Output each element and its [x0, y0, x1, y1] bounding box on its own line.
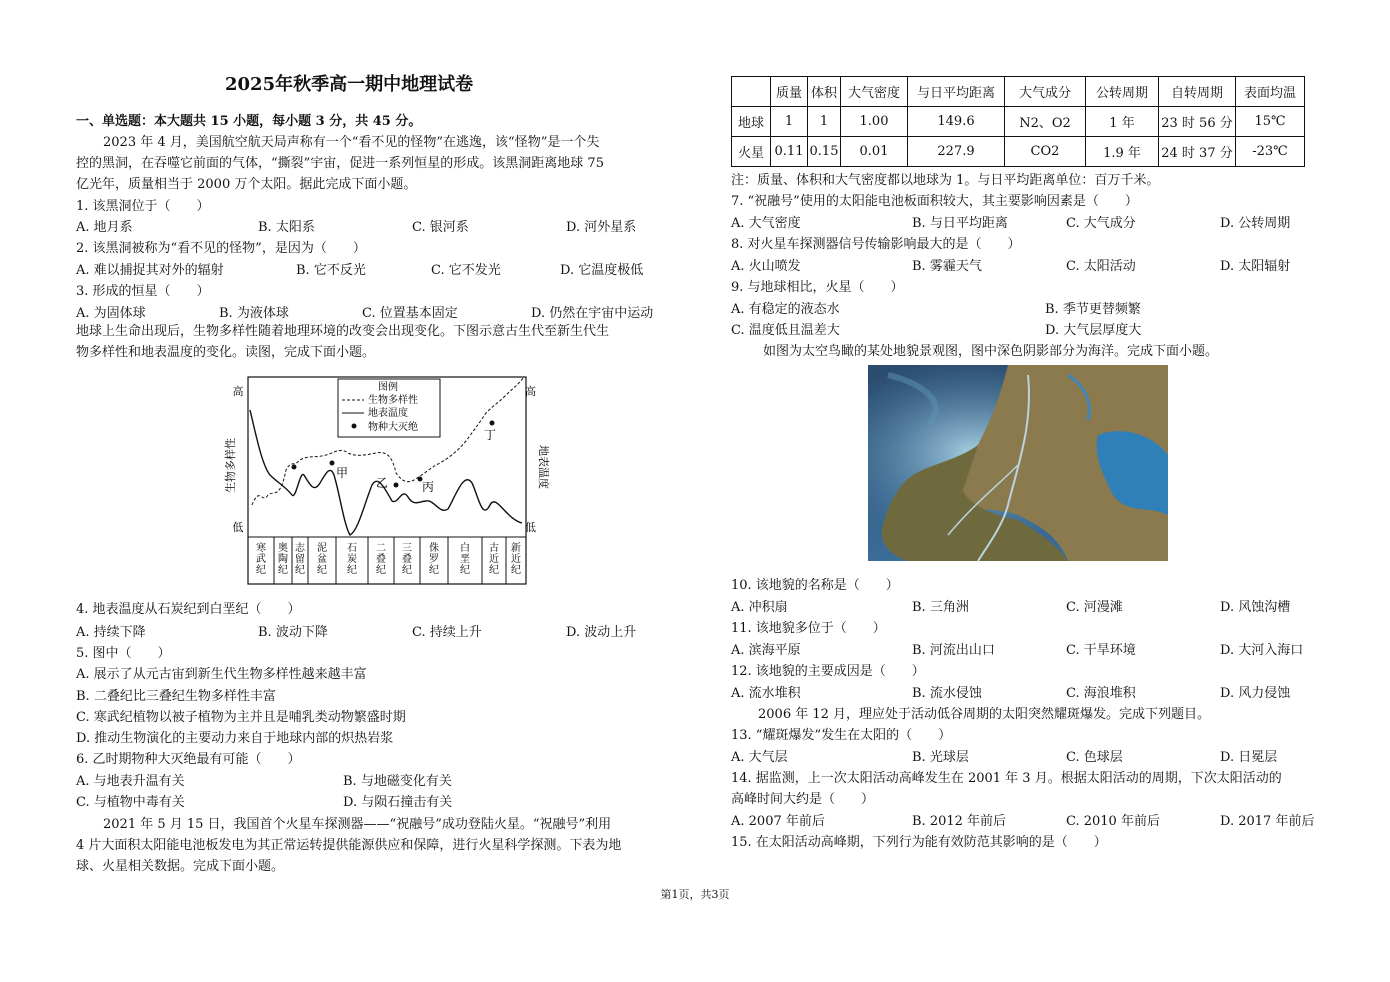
q11-option-a[interactable]: A. 滨海平原 [731, 643, 801, 658]
passage-3-line: 2021 年 5 月 15 日，我国首个火星车探测器——“祝融号”成功登陆火星。“祝融号”利用 [103, 817, 612, 832]
passage-2-line: 物多样性和地表温度的变化。读图，完成下面小题。 [76, 345, 376, 360]
q1-option-a[interactable]: A. 地月系 [76, 220, 133, 235]
q4-option-a[interactable]: A. 持续下降 [76, 625, 146, 640]
delta-satellite-image [868, 365, 1168, 561]
right-axis-high: 高 [525, 385, 536, 398]
extinction-marker-ding [490, 421, 495, 426]
legend-dot-swatch [352, 424, 357, 429]
passage-1-line: 2023 年 4 月，美国航空航天局声称有一个“看不见的怪物”在逃逸，该“怪物”是一个失 [103, 135, 600, 150]
table-header-cell: 质量 [771, 77, 808, 107]
table-header-row [732, 77, 1305, 107]
table-cell: 1 [808, 107, 841, 137]
right-axis-label: 地表温度 [537, 445, 550, 489]
q13-option-c[interactable]: C. 色球层 [1066, 750, 1123, 765]
period-label: 石炭纪 [347, 543, 357, 576]
table-row [732, 137, 1305, 167]
q14-option-c[interactable]: C. 2010 年前后 [1066, 814, 1160, 829]
extinction-label-jia: 甲 [336, 466, 349, 480]
q6-option-a[interactable]: A. 与地表升温有关 [76, 774, 185, 789]
table-cell: 15℃ [1236, 107, 1305, 137]
q1-option-b[interactable]: B. 太阳系 [258, 220, 315, 235]
table-row [732, 107, 1305, 137]
period-label: 寒武纪 [256, 543, 266, 576]
table-cell: N2、O2 [1005, 107, 1086, 137]
period-label: 泥盆纪 [317, 543, 327, 576]
q4-option-b[interactable]: B. 波动下降 [258, 625, 328, 640]
q14-option-b[interactable]: B. 2012 年前后 [912, 814, 1007, 829]
q2-option-d[interactable]: D. 它温度极低 [560, 263, 644, 278]
table-cell: 火星 [732, 137, 771, 167]
question-4-stem: 4. 地表温度从石炭纪到白垩纪（ ） [76, 602, 301, 617]
q9-option-b[interactable]: B. 季节更替频繁 [1045, 302, 1141, 317]
question-15-stem: 15. 在太阳活动高峰期，下列行为能有效防范其影响的是（ ） [731, 835, 1107, 850]
table-header-cell: 表面均温 [1236, 77, 1305, 107]
table-header-cell: 公转周期 [1086, 77, 1159, 107]
passage-3-line: 球、火星相关数据。完成下面小题。 [76, 859, 285, 874]
page-title: 2025年秋季高一期中地理试卷 [225, 74, 474, 95]
q13-option-d[interactable]: D. 日冕层 [1220, 750, 1278, 765]
extinction-marker-yi [394, 483, 399, 488]
q14-option-a[interactable]: A. 2007 年前后 [731, 814, 825, 829]
question-11-stem: 11. 该地貌多位于（ ） [731, 621, 886, 636]
q12-option-a[interactable]: A. 流水堆积 [731, 686, 801, 701]
q3-option-b[interactable]: B. 为液体球 [219, 306, 289, 321]
question-12-stem: 12. 该地貌的主要成因是（ ） [731, 664, 925, 679]
q6-option-c[interactable]: C. 与植物中毒有关 [76, 795, 185, 810]
biodiversity-temperature-chart [216, 375, 550, 585]
q3-option-c[interactable]: C. 位置基本固定 [362, 306, 458, 321]
q5-option-b[interactable]: B. 二叠纪比三叠纪生物多样性丰富 [76, 689, 276, 704]
legend-temperature: 地表温度 [368, 408, 408, 419]
extinction-label-yi: 乙 [376, 476, 389, 490]
left-axis-label: 生物多样性 [224, 438, 237, 493]
q4-option-d[interactable]: D. 波动上升 [566, 625, 637, 640]
table-header-cell: 体积 [808, 77, 841, 107]
q1-option-c[interactable]: C. 银河系 [412, 220, 469, 235]
legend-title: 图例 [378, 382, 398, 393]
q4-option-c[interactable]: C. 持续上升 [412, 625, 482, 640]
table-cell: 1.00 [841, 107, 908, 137]
question-3-stem: 3. 形成的恒星（ ） [76, 284, 210, 299]
q2-option-a[interactable]: A. 难以捕捉其对外的辐射 [76, 263, 224, 278]
q5-option-c[interactable]: C. 寒武纪植物以被子植物为主并且是哺乳类动物繁盛时期 [76, 710, 406, 725]
period-label: 古近纪 [489, 543, 499, 576]
legend-biodiversity: 生物多样性 [368, 395, 418, 406]
question-14-stem-cont: 高峰时间大约是（ ） [731, 792, 875, 807]
table-header-cell: 与日平均距离 [908, 77, 1005, 107]
q11-option-c[interactable]: C. 干旱环境 [1066, 643, 1136, 658]
left-axis-low: 低 [232, 521, 244, 534]
page-footer: 第1页，共3页 [660, 888, 730, 901]
passage-2-line: 地球上生命出现后，生物多样性随着地理环境的改变会出现变化。下图示意古生代至新生代生 [76, 324, 610, 339]
q12-option-d[interactable]: D. 风力侵蚀 [1220, 686, 1291, 701]
q12-option-b[interactable]: B. 流水侵蚀 [912, 686, 982, 701]
extinction-label-ding: 丁 [484, 428, 497, 442]
passage-1-line: 亿光年，质量相当于 2000 万个太阳。据此完成下面小题。 [76, 177, 417, 192]
period-label: 三叠纪 [402, 543, 412, 576]
q8-option-a[interactable]: A. 火山喷发 [731, 259, 801, 274]
table-cell: 1 [771, 107, 808, 137]
q3-option-d[interactable]: D. 仍然在宇宙中运动 [531, 306, 654, 321]
table-cell: 1 年 [1086, 107, 1159, 137]
extinction-label-bing: 丙 [422, 480, 435, 494]
right-axis-low: 低 [525, 521, 536, 534]
question-2-stem: 2. 该黑洞被称为“看不见的怪物”，是因为（ ） [76, 241, 366, 256]
q5-option-d[interactable]: D. 推动生物演化的主要动力来自于地球内部的炽热岩浆 [76, 731, 394, 746]
q7-option-b[interactable]: B. 与日平均距离 [912, 216, 1008, 231]
period-label: 二叠纪 [376, 543, 386, 576]
table-header-cell [732, 77, 771, 107]
q9-option-c[interactable]: C. 温度低且温差大 [731, 323, 840, 338]
period-label: 侏罗纪 [429, 543, 439, 576]
question-7-stem: 7. “祝融号”使用的太阳能电池板面积较大，其主要影响因素是（ ） [731, 194, 1138, 209]
q2-option-c[interactable]: C. 它不发光 [431, 263, 501, 278]
q13-option-b[interactable]: B. 光球层 [912, 750, 969, 765]
q8-option-d[interactable]: D. 太阳辐射 [1220, 259, 1291, 274]
q10-option-c[interactable]: C. 河漫滩 [1066, 600, 1123, 615]
question-14-stem: 14. 据监测，上一次太阳活动高峰发生在 2001 年 3 月。根据太阳活动的周期，下次太阳活动的 [731, 771, 1282, 786]
q6-option-b[interactable]: B. 与地磁变化有关 [343, 774, 452, 789]
passage-4: 如图为太空鸟瞰的某处地貌景观图，图中深色阴影部分为海洋。完成下面小题。 [763, 344, 1219, 359]
q11-option-d[interactable]: D. 大河入海口 [1220, 643, 1304, 658]
q1-option-d[interactable]: D. 河外星系 [566, 220, 637, 235]
passage-5: 2006 年 12 月，理应处于活动低谷周期的太阳突然耀斑爆发。完成下列题目。 [758, 707, 1211, 722]
q7-option-d[interactable]: D. 公转周期 [1220, 216, 1291, 231]
q9-option-a[interactable]: A. 有稳定的液态水 [731, 302, 840, 317]
q7-option-a[interactable]: A. 大气密度 [731, 216, 801, 231]
period-label: 志留纪 [295, 543, 305, 576]
q14-option-d[interactable]: D. 2017 年前后 [1220, 814, 1315, 829]
period-label: 新近纪 [511, 543, 521, 576]
question-5-stem: 5. 图中（ ） [76, 646, 171, 661]
table-cell: 0.01 [841, 137, 908, 167]
table-cell: 0.11 [771, 137, 808, 167]
table-note: 注：质量、体积和大气密度都以地球为 1。与日平均距离单位：百万千米。 [731, 173, 1160, 188]
left-axis-high: 高 [232, 385, 244, 398]
table-cell: 地球 [732, 107, 771, 137]
legend-extinction: 物种大灭绝 [368, 422, 418, 433]
q12-option-c[interactable]: C. 海浪堆积 [1066, 686, 1136, 701]
table-cell: 227.9 [908, 137, 1005, 167]
table-cell: 1.9 年 [1086, 137, 1159, 167]
table-cell: 24 时 37 分 [1159, 137, 1236, 167]
q10-option-b[interactable]: B. 三角洲 [912, 600, 969, 615]
q2-option-b[interactable]: B. 它不反光 [296, 263, 366, 278]
q13-option-a[interactable]: A. 大气层 [731, 750, 788, 765]
extinction-marker-jia [330, 461, 335, 466]
question-9-stem: 9. 与地球相比，火星（ ） [731, 280, 904, 295]
table-header-cell: 大气密度 [841, 77, 908, 107]
q5-option-a[interactable]: A. 展示了从元古宙到新生代生物多样性越来越丰富 [76, 667, 367, 682]
question-8-stem: 8. 对火星车探测器信号传输影响最大的是（ ） [731, 237, 1021, 252]
period-label: 奥陶纪 [278, 543, 288, 576]
passage-3-line: 4 片大面积太阳能电池板发电为其正常运转提供能源供应和保障，进行火星科学探测。下表为地 [76, 838, 622, 853]
period-label: 白垩纪 [460, 543, 470, 576]
question-13-stem: 13. “耀斑爆发”发生在太阳的（ ） [731, 728, 952, 743]
extinction-marker-1 [292, 465, 297, 470]
question-10-stem: 10. 该地貌的名称是（ ） [731, 578, 899, 593]
table-cell: -23℃ [1236, 137, 1305, 167]
passage-1-line: 控的黑洞，在吞噬它前面的气体，“撕裂”宇宙，促进一系列恒星的形成。该黑洞距离地球 75 [76, 156, 604, 171]
q8-option-c[interactable]: C. 太阳活动 [1066, 259, 1136, 274]
q6-option-d[interactable]: D. 与陨石撞击有关 [343, 795, 453, 810]
q10-option-d[interactable]: D. 风蚀沟槽 [1220, 600, 1291, 615]
earth-mars-data-table [731, 76, 1305, 167]
table-cell: 0.15 [808, 137, 841, 167]
table-header-cell: 自转周期 [1159, 77, 1236, 107]
q3-option-a[interactable]: A. 为固体球 [76, 306, 146, 321]
q7-option-c[interactable]: C. 大气成分 [1066, 216, 1136, 231]
q8-option-b[interactable]: B. 雾霾天气 [912, 259, 982, 274]
q10-option-a[interactable]: A. 冲积扇 [731, 600, 788, 615]
table-cell: CO2 [1005, 137, 1086, 167]
question-6-stem: 6. 乙时期物种大灭绝最有可能（ ） [76, 752, 301, 767]
q9-option-d[interactable]: D. 大气层厚度大 [1045, 323, 1142, 338]
table-header-cell: 大气成分 [1005, 77, 1086, 107]
q11-option-b[interactable]: B. 河流出山口 [912, 643, 995, 658]
table-cell: 23 时 56 分 [1159, 107, 1236, 137]
section-heading: 一、单选题：本大题共 15 小题，每小题 3 分，共 45 分。 [76, 114, 422, 129]
table-cell: 149.6 [908, 107, 1005, 137]
question-1-stem: 1. 该黑洞位于（ ） [76, 199, 210, 214]
